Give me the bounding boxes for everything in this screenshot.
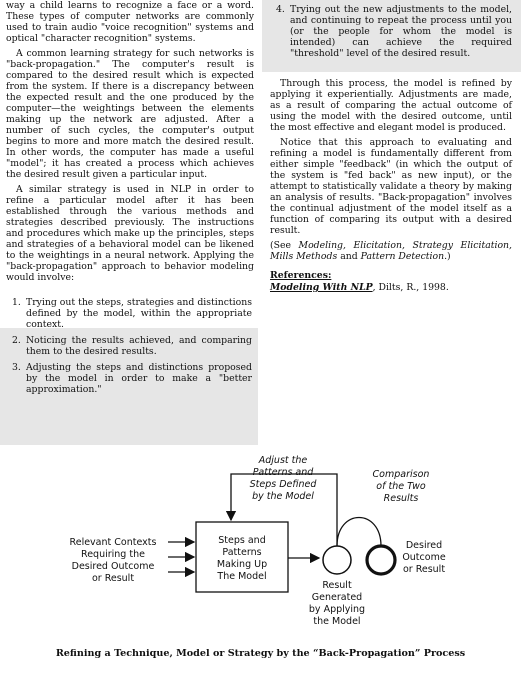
adjust-label [250, 455, 318, 502]
desired-line: Desired [405, 540, 443, 551]
desired-circle [367, 546, 395, 574]
step-text: Trying out the new adjustments to the model, and continuing to repeat the process until you (or the people for whom the model is intended) can achieve the required "threshold" level of the desired result. [290, 4, 512, 59]
comparison-line: Results [383, 493, 419, 504]
see-and: and [337, 251, 361, 262]
back-propagation-diagram [0, 448, 521, 648]
steps-list [6, 297, 254, 395]
figure-caption: Refining a Technique, Model or Strategy by the “Back-Propagation” Process [55, 648, 466, 659]
left-paragraph-1: way a child learns to recognize a face or a word. These types of computer networks are commonly used to train audio "voice recognition" systems and optical "character recognition" systems. [6, 0, 254, 44]
inputs-line: or Result [91, 573, 135, 584]
see-also [270, 240, 512, 262]
left-paragraph-3: A similar strategy is used in NLP in order to refine a particular model after it has been established through the various methods and strategies described previously. The instructions and procedures which make up the principles, steps and strategies of a behavioral model can be likened to the weightings in a neural network. Applying the "back-propagation" approach to behavior modeling would involve: [6, 184, 254, 283]
result-line: Generated [311, 592, 363, 603]
reference-title: Modeling With NLP [270, 282, 373, 293]
desired-line: Outcome [402, 552, 446, 563]
result-line: by Applying [308, 604, 366, 615]
model-line: Making Up [216, 559, 268, 570]
reference-rest: , Dilts, R., 1998. [372, 282, 449, 293]
inputs-label [70, 537, 157, 584]
step-item [6, 335, 252, 357]
step-text: Adjusting the steps and distinctions proposed by the model in order to make a "better approximation." [26, 362, 252, 395]
inputs-line: Desired Outcome [71, 561, 155, 572]
step-item [6, 297, 252, 330]
comparison-line: of the Two [376, 481, 426, 492]
step-number: 3. [12, 362, 21, 373]
step-item [6, 362, 252, 395]
result-label [309, 580, 365, 627]
right-paragraph-2: Notice that this approach to evaluating and refining a model is fundamentally different from either simple "feedback" (in which the output of the system is "fed back" as new input), or the attempt to statistically validate a theory by making an analysis of results. "Back-propagation" involves the continual adjustment of the model itself as a function of comparing its output with a desired result. [270, 137, 512, 236]
step-number: 2. [12, 335, 21, 346]
comparison-line: Comparison [372, 469, 430, 480]
model-line: Patterns [222, 547, 262, 558]
step4-list [270, 4, 512, 59]
see-items: Modeling, Elicitation, Strategy Elicitation, Mills Methods [270, 240, 512, 262]
adjust-line: Patterns and [252, 467, 314, 478]
adjust-line: Adjust the [258, 455, 308, 466]
see-suffix: .) [444, 251, 451, 262]
reference-entry [270, 282, 512, 293]
right-column [270, 0, 512, 293]
right-paragraph-1: Through this process, the model is refined by applying it experientially. Adjustments are made, as a result of comparing the actual outcome of using the model with the desired outcome, until the most effective and elegant model is produced. [270, 78, 512, 133]
adjust-line: by the Model [252, 491, 314, 502]
result-line: the Model [313, 616, 361, 627]
see-prefix: (See [270, 240, 299, 251]
step-text: Noticing the results achieved, and comparing them to the desired results. [26, 335, 252, 357]
left-paragraph-2: A common learning strategy for such networks is "back-propagation." The computer's result is compared to the desired result which is expected from the system. If there is a discrepancy between the expected result and the one produced by the computer—the weightings between the elements making up the network are adjusted. After a number of such cycles, the computer's output begins to more and more match the desired result. In other words, the computer has made a useful "model"; it has created a process which achieves the desired result given a particular input. [6, 48, 254, 180]
step-number: 4. [276, 4, 285, 15]
adjust-line: Steps Defined [249, 479, 317, 490]
step-item [270, 4, 512, 59]
comparison-arc [337, 518, 381, 547]
references-heading: References: [270, 270, 332, 281]
inputs-line: Relevant Contexts [69, 537, 157, 548]
model-line: Steps and [218, 535, 266, 546]
step-number: 1. [12, 297, 21, 308]
result-line: Result [322, 580, 352, 591]
comparison-label [373, 469, 430, 504]
desired-line: or Result [402, 564, 446, 575]
left-column [6, 0, 254, 400]
result-circle [323, 546, 351, 574]
see-last: Pattern Detection [360, 251, 445, 262]
desired-label [402, 540, 446, 575]
step-text: Trying out the steps, strategies and distinctions defined by the model, within the appropriate context. [26, 297, 252, 330]
model-line: The Model [217, 571, 267, 582]
inputs-line: Requiring the [81, 549, 145, 560]
model-box-label [216, 535, 267, 582]
